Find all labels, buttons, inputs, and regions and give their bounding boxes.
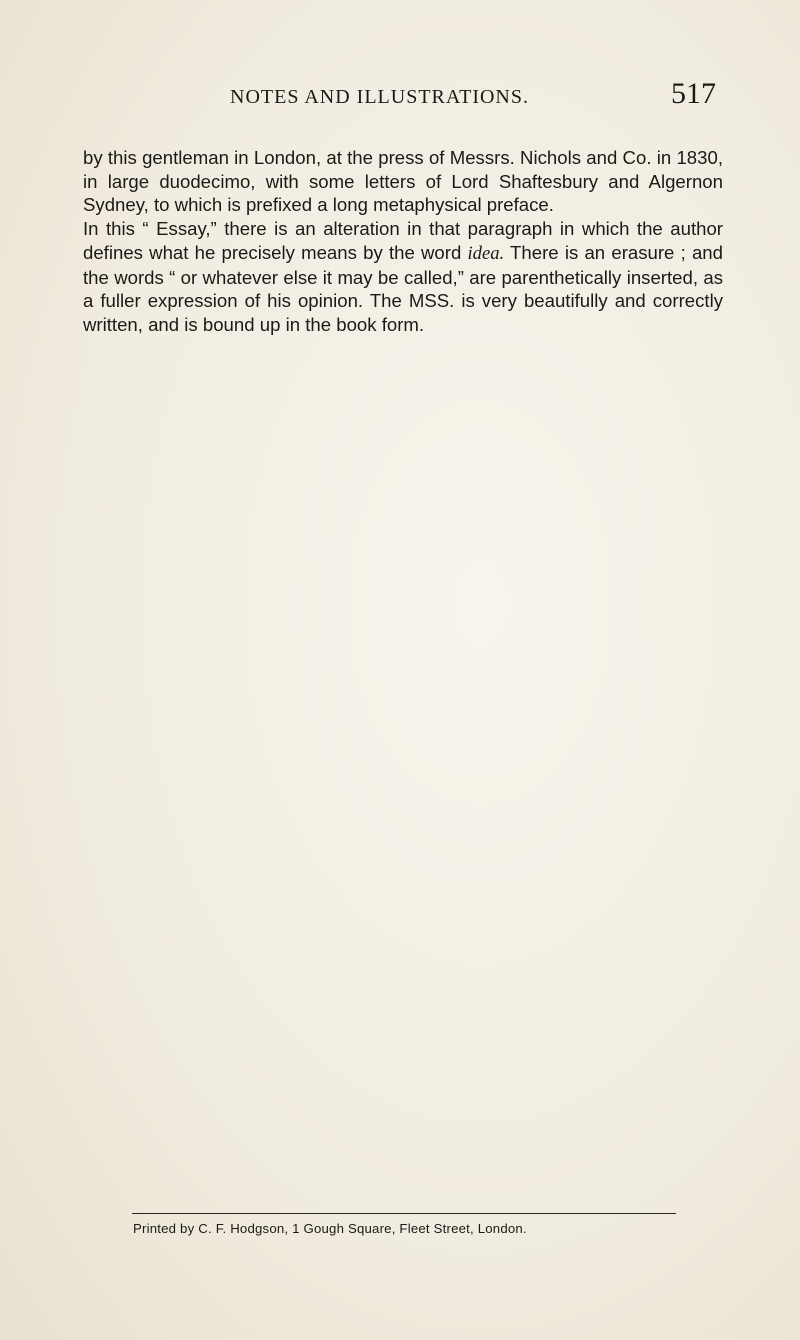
running-title: NOTES AND ILLUSTRATIONS. (230, 86, 529, 108)
italic-word: idea. (467, 242, 505, 264)
paragraph-1: by this gentleman in London, at the press of Messrs. Nichols and Co. in 1830, in large duodecimo, with some letters of Lord Shaftesbury and Algernon Sydney, to which is prefixed a long metaphysical preface. (83, 147, 723, 216)
paragraph-2-text-end: There is an erasure ; and the words “ or whatever else it may be called,” are parenthetically inserted, as a fuller expression of his opinion. The MSS. is very beautifully and correctly written, and is bound up in the book form. (83, 241, 723, 335)
footer-rule (132, 1213, 676, 1214)
printer-imprint: Printed by C. F. Hodgson, 1 Gough Square, Fleet Street, London. (133, 1221, 527, 1236)
paragraph-2 (83, 217, 723, 337)
body-text (83, 146, 723, 337)
page-number: 517 (671, 77, 716, 110)
paragraph-2-text-start: In this “ Essay,” there is an alteration in that paragraph in which the author defines what he precisely means by the word (83, 218, 723, 263)
